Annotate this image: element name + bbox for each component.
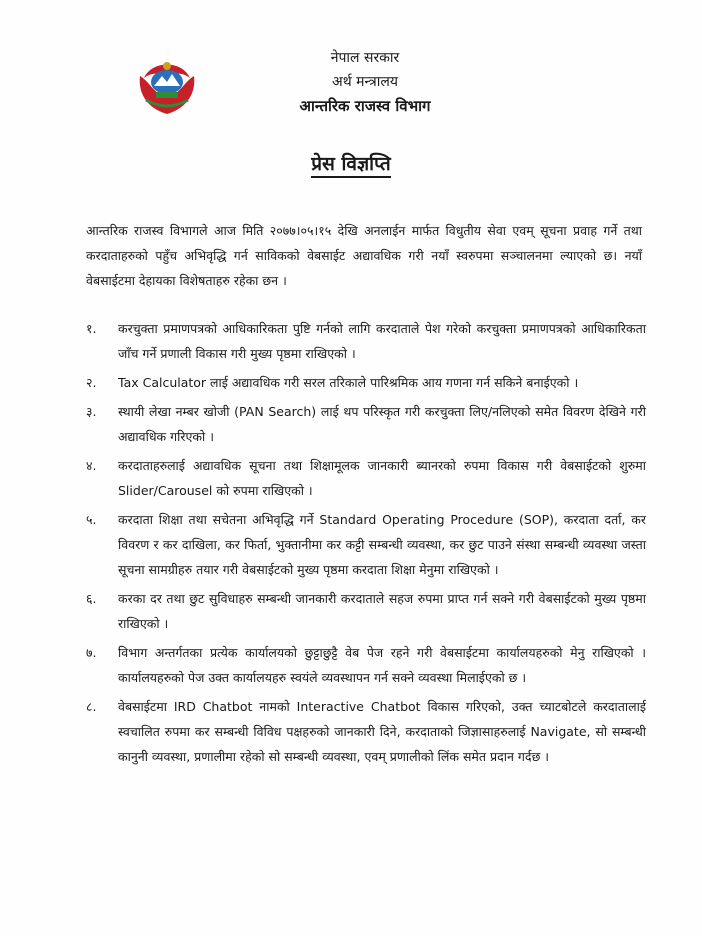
- item-text: वेबसाईटमा IRD Chatbot नामको Interactive Chatbot विकास गरिएको, उक्त च्याटबोटले करदातालाई स्वचालित रुपमा कर सम्बन्धी विविध पक्षहरुको जानकारी दिने, करदाताको जिज्ञासाहरुलाई Navigate, सो सम्बन्धी कानुनी व्यवस्था, प्रणालीमा रहेको सो सम्बन्धी व्यवस्था, एवम् प्रणालीको लिंक समेत प्रदान गर्दछ ।: [118, 699, 646, 764]
- item-number: ७.: [86, 645, 97, 660]
- list-item: [86, 316, 646, 366]
- item-number: ५.: [86, 512, 97, 527]
- intro-paragraph: आन्तरिक राजस्व विभागले आज मिति २०७७।०५।१५ देखि अनलाईन मार्फत विधुतीय सेवा एवम् सूचना प्रवाह गर्ने तथा करदाताहरुको पहुँच अभिवृद्धि गर्न साविकको वेबसाईट अद्यावधिक गरी नयाँ स्वरुपमा सञ्चालनमा ल्याएको छ। नयाँ वेबसाईटमा देहायका विशेषताहरु रहेका छन ।: [86, 223, 642, 288]
- item-number: ४.: [86, 458, 97, 473]
- item-text: करका दर तथा छुट सुविधाहरु सम्बन्धी जानकारी करदाताले सहज रुपमा प्राप्त गर्न सक्ने गरी वेबसाईटको मुख्य पृष्ठमा राखिएको ।: [118, 591, 646, 631]
- item-number: २.: [86, 375, 97, 390]
- item-text: करदाता शिक्षा तथा सचेतना अभिवृद्धि गर्ने Standard Operating Procedure (SOP), करदाता दर्ता, कर विवरण र कर दाखिला, कर फिर्ता, भुक्तानीमा कर कट्टी सम्बन्धी व्यवस्था, कर छुट पाउने संस्था सम्बन्धी व्यवस्था जस्ता सूचना सामग्रीहरु तयार गरी वेबसाईटको मुख्य पृष्ठमा करदाता शिक्षा मेनुमा राखिएको ।: [118, 512, 646, 577]
- list-item: [86, 507, 646, 582]
- ministry-name: अर्थ मन्त्रालय: [332, 74, 398, 90]
- item-text: करदाताहरुलाई अद्यावधिक सूचना तथा शिक्षामूलक जानकारी ब्यानरको रुपमा विकास गरी वेबसाईटको शुरुमा Slider/Carousel को रुपमा राखिएको ।: [118, 458, 646, 498]
- item-number: ३.: [86, 404, 97, 419]
- title-text: प्रेस विज्ञप्ति: [311, 153, 391, 178]
- item-text: करचुक्ता प्रमाणपत्रको आधिकारिकता पुष्टि गर्नको लागि करदाताले पेश गरेको करचुक्ता प्रमाणपत्रको आधिकारिकता जाँच गर्ने प्रणाली विकास गरी मुख्य पृष्ठमा राखिएको ।: [118, 321, 646, 361]
- govt-name: नेपाल सरकार: [330, 50, 400, 66]
- list-item: [86, 640, 646, 690]
- list-item: [86, 694, 646, 769]
- department-name: आन्तरिक राजस्व विभाग: [299, 97, 431, 115]
- item-number: ६.: [86, 591, 97, 606]
- list-item: [86, 453, 646, 503]
- item-text: स्थायी लेखा नम्बर खोजी (PAN Search) लाई थप परिस्कृत गरी करचुक्ता लिए/नलिएको समेत विवरण देखिने गरी अद्यावधिक गरिएको ।: [118, 404, 646, 444]
- item-number: १.: [86, 321, 97, 336]
- item-text: विभाग अन्तर्गतका प्रत्येक कार्यालयको छुट्टाछुट्टै वेब पेज रहने गरी वेबसाईटमा कार्यालयहरुको मेनु राखिएको । कार्यालयहरुको पेज उक्त कार्यालयहरु स्वयंले व्यवस्थापन गर्न सक्ने व्यवस्था मिलाईएको छ ।: [118, 645, 646, 685]
- list-item: [86, 399, 646, 449]
- list-item: [86, 586, 646, 636]
- item-text: Tax Calculator लाई अद्यावधिक गरी सरल तरिकाले पारिश्रमिक आय गणना गर्न सकिने बनाईएको ।: [118, 375, 579, 390]
- feature-list: [86, 316, 646, 773]
- list-item: [86, 370, 646, 395]
- item-number: ८.: [86, 699, 97, 714]
- page-title: [0, 150, 702, 176]
